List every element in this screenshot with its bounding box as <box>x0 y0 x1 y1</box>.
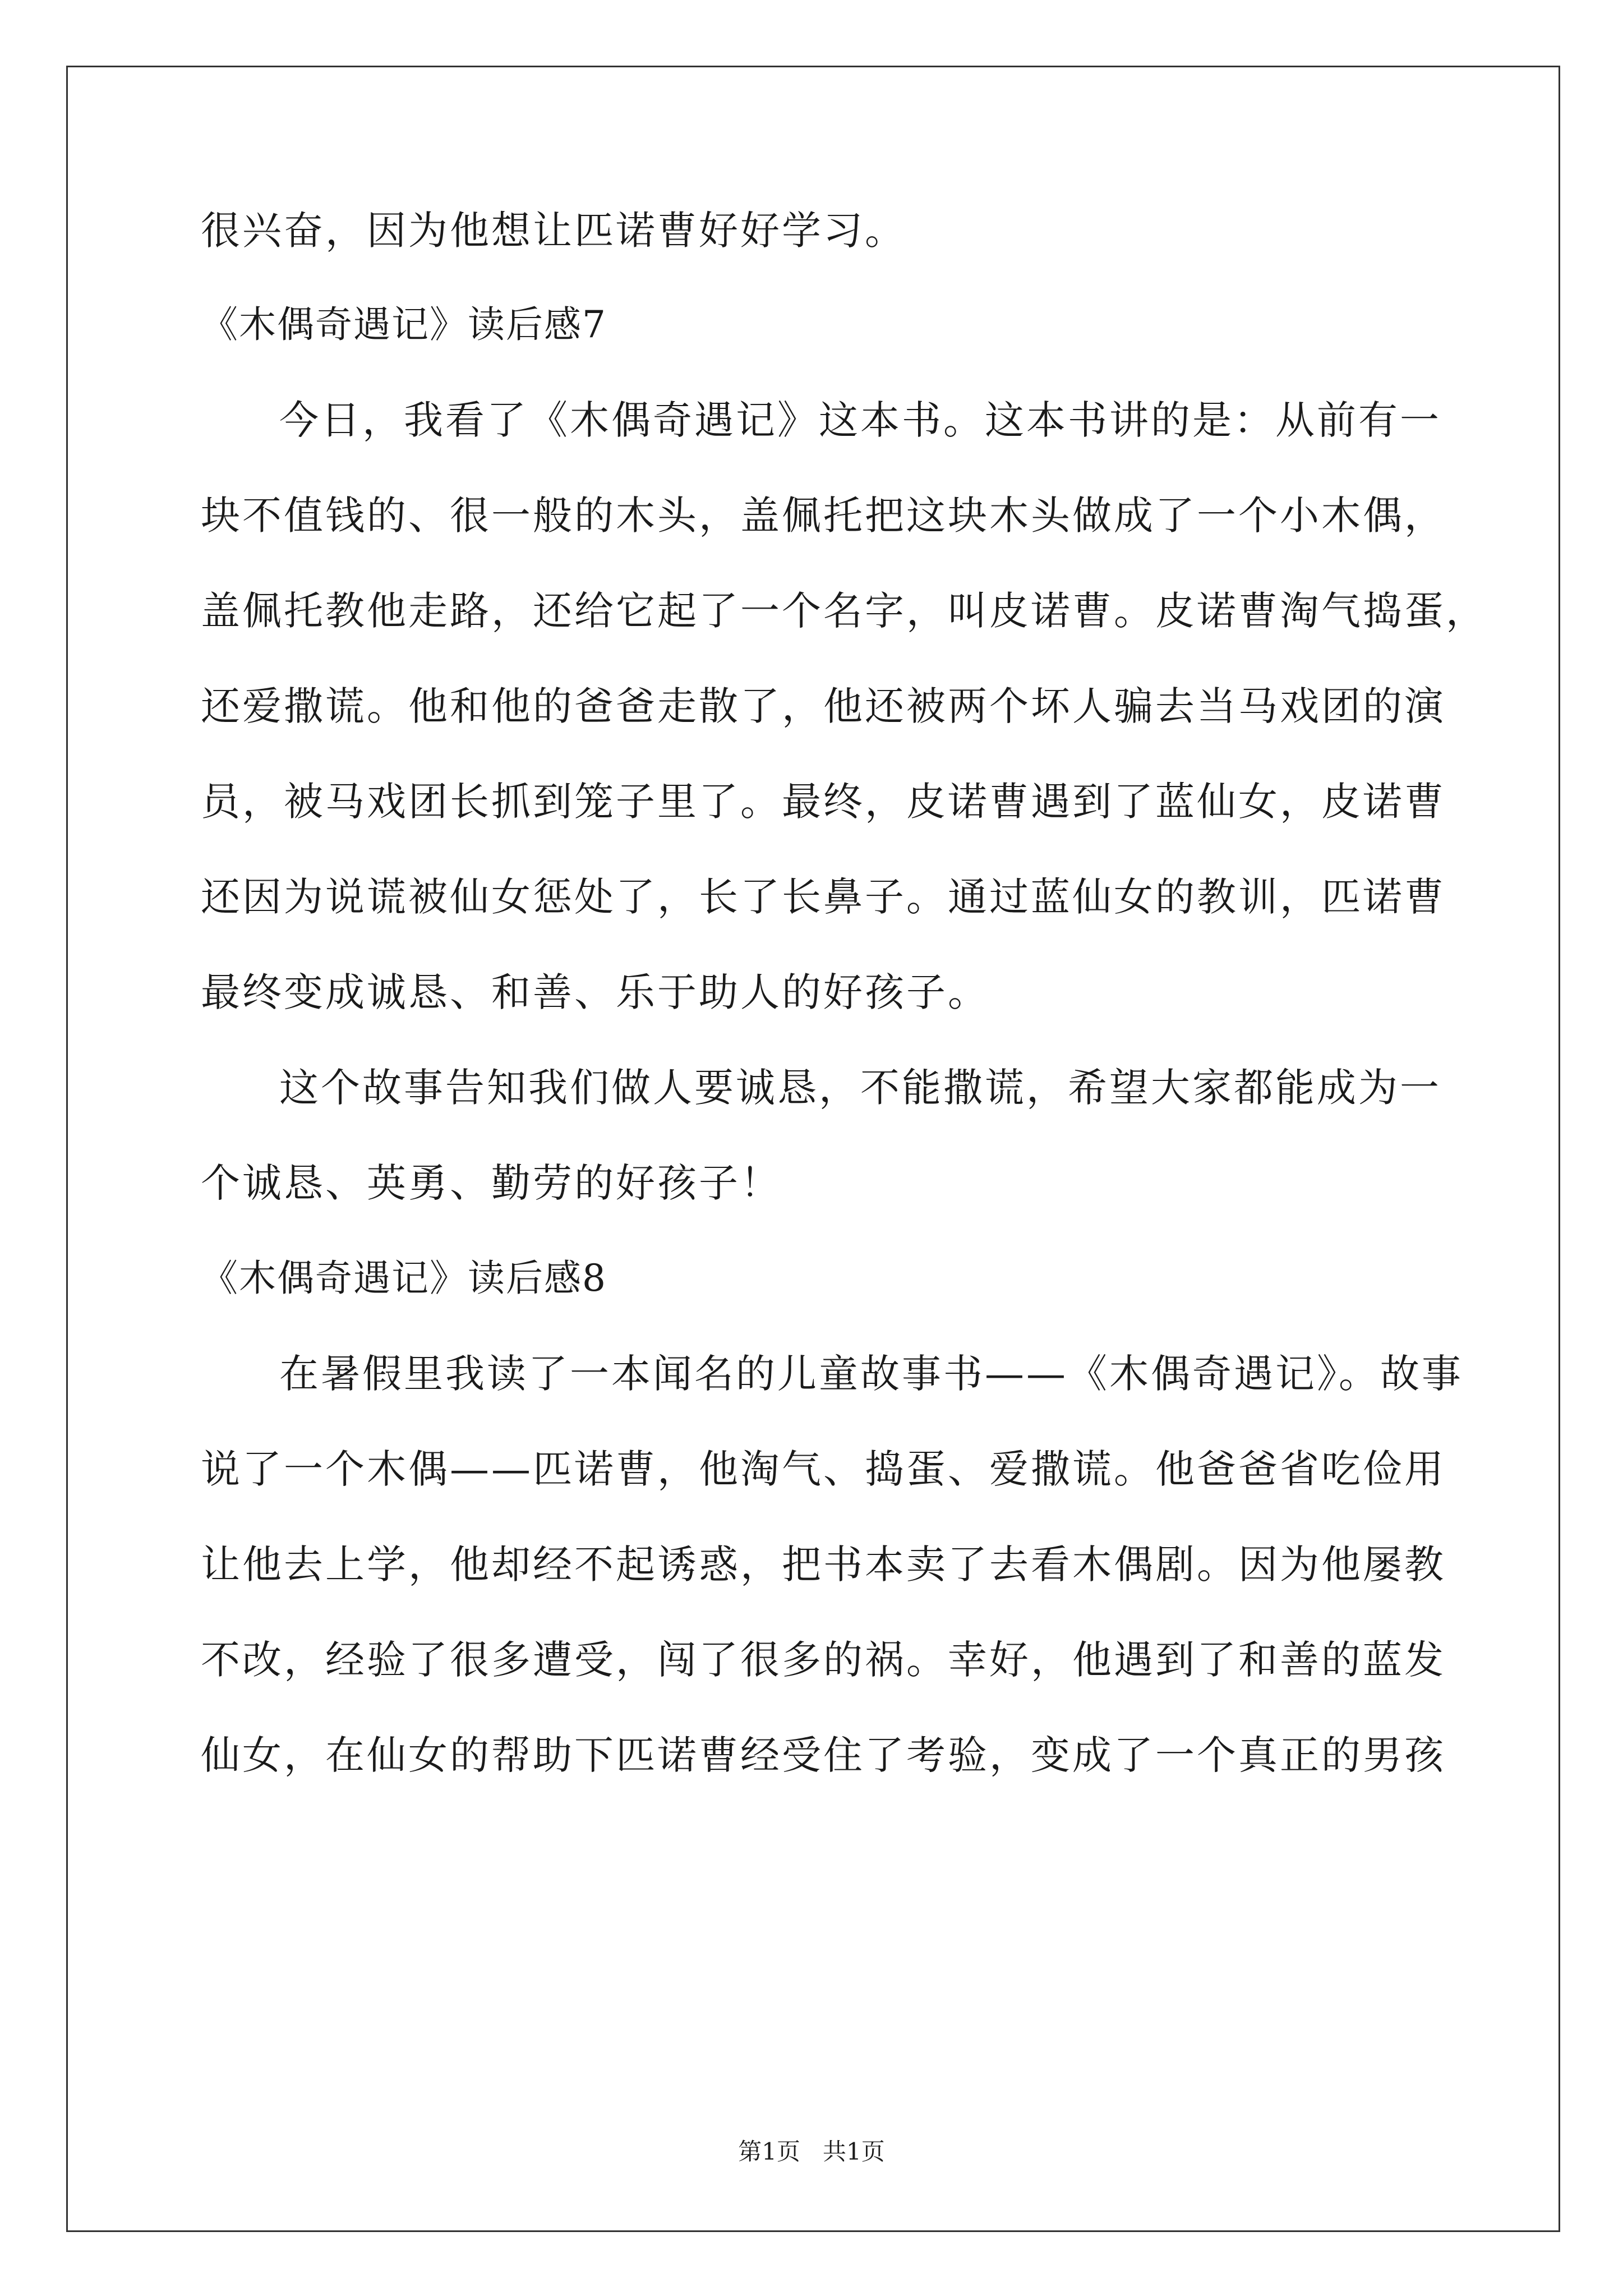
section-heading: 《木偶奇遇记》读后感7 <box>201 303 607 346</box>
paragraph-line: 很兴奋，因为他想让匹诺曹好好学习。 <box>201 208 906 254</box>
paragraph-line: 让他去上学，他却经不起诱惑，把书本卖了去看木偶剧。因为他屡教 <box>201 1542 1446 1588</box>
paragraph-line: 仙女，在仙女的帮助下匹诺曹经受住了考验，变成了一个真正的男孩 <box>201 1732 1446 1778</box>
paragraph-line: 个诚恳、英勇、勤劳的好孩子！ <box>201 1160 782 1206</box>
paragraph-line: 还因为说谎被仙女惩处了，长了长鼻子。通过蓝仙女的教训，匹诺曹 <box>201 874 1446 920</box>
paragraph-line: 说了一个木偶——匹诺曹，他淘气、捣蛋、爱撒谎。他爸爸省吃俭用 <box>201 1446 1446 1492</box>
paragraph-line: 今日，我看了《木偶奇遇记》这本书。这本书讲的是：从前有一 <box>279 397 1441 443</box>
paragraph-line: 在暑假里我读了一本闻名的儿童故事书——《木偶奇遇记》。故事 <box>279 1351 1463 1397</box>
page-border <box>66 66 1560 2232</box>
section-heading: 《木偶奇遇记》读后感8 <box>201 1257 607 1300</box>
paragraph-line: 这个故事告知我们做人要诚恳，不能撒谎，希望大家都能成为一 <box>279 1065 1441 1111</box>
paragraph-line: 块不值钱的、很一般的木头，盖佩托把这块木头做成了一个小木偶， <box>201 493 1446 539</box>
paragraph-line: 不改，经验了很多遭受，闯了很多的祸。幸好，他遇到了和善的蓝发 <box>201 1637 1446 1683</box>
page-footer: 第1页 共1页 <box>738 2138 885 2165</box>
paragraph-line: 最终变成诚恳、和善、乐于助人的好孩子。 <box>201 969 989 1015</box>
paragraph-line: 还爱撒谎。他和他的爸爸走散了，他还被两个坏人骗去当马戏团的演 <box>201 683 1446 729</box>
paragraph-line: 员，被马戏团长抓到笼子里了。最终，皮诺曹遇到了蓝仙女，皮诺曹 <box>201 779 1446 825</box>
paragraph-line: 盖佩托教他走路，还给它起了一个名字，叫皮诺曹。皮诺曹淘气捣蛋， <box>201 588 1487 634</box>
